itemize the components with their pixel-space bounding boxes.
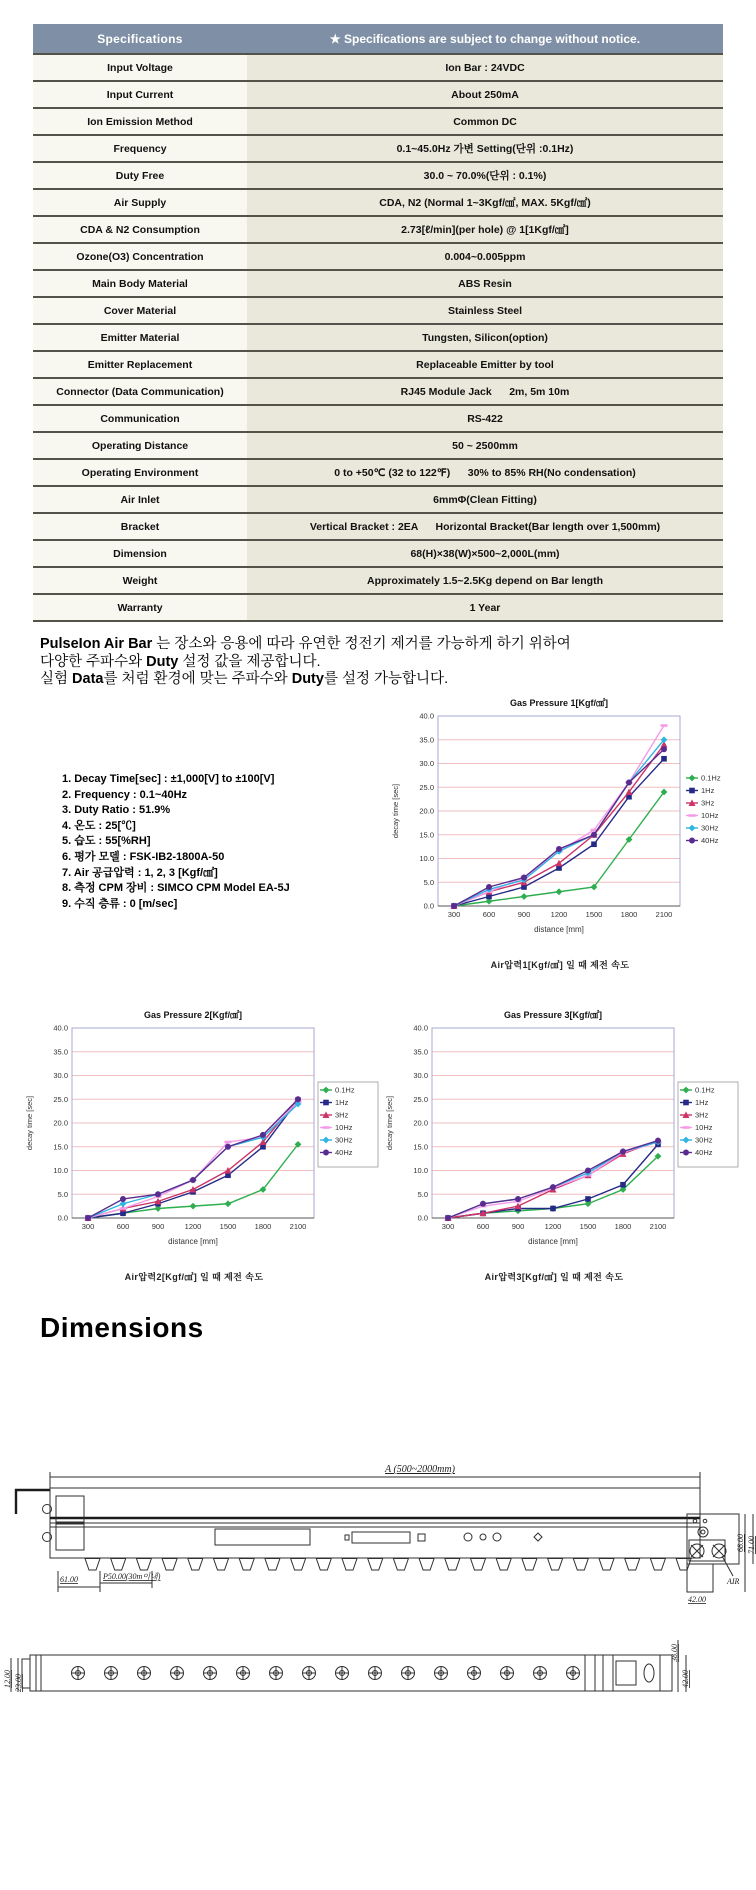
emitter-hole bbox=[567, 1667, 580, 1680]
data-point-marker bbox=[689, 814, 696, 817]
nozzle bbox=[471, 1559, 486, 1571]
y-axis-label: decay time [sec] bbox=[25, 1095, 34, 1151]
nozzle bbox=[85, 1559, 100, 1571]
data-point-marker bbox=[486, 884, 492, 890]
condition-item: 5. 습도 : 55[%RH] bbox=[62, 835, 151, 848]
nozzle bbox=[265, 1559, 280, 1571]
data-point-marker bbox=[620, 1149, 626, 1155]
dim-label-overall-length: A (500~2000mm) bbox=[385, 1464, 455, 1475]
description-line: 다양한 주파수와 Duty 설정 값을 제공합니다. bbox=[40, 653, 321, 670]
spec-row bbox=[33, 567, 723, 594]
legend-label: 40Hz bbox=[695, 1148, 713, 1157]
spec-value-cell: 68(H)×38(W)×500~2,000L(mm) bbox=[247, 540, 723, 567]
spec-row bbox=[33, 189, 723, 216]
spec-table bbox=[33, 24, 723, 622]
y-tick-label: 20.0 bbox=[413, 1118, 428, 1128]
data-point-marker bbox=[120, 1207, 127, 1210]
data-point-marker bbox=[585, 1168, 591, 1174]
spec-row bbox=[33, 162, 723, 189]
emitter-hole bbox=[369, 1667, 382, 1680]
emitter-hole bbox=[501, 1667, 514, 1680]
spec-row bbox=[33, 297, 723, 324]
spec-value-cell: RS-422 bbox=[247, 405, 723, 432]
spec-label-cell: Warranty bbox=[33, 594, 247, 621]
spec-row bbox=[33, 351, 723, 378]
data-point-marker bbox=[661, 724, 668, 727]
x-tick-label: 600 bbox=[482, 910, 496, 919]
spec-label-cell: Frequency bbox=[33, 135, 247, 162]
nozzle bbox=[111, 1559, 126, 1571]
spec-label-cell: Weight bbox=[33, 567, 247, 594]
spec-header-notice: ★ Specifications are subject to change without notice. bbox=[247, 24, 723, 54]
spec-row bbox=[33, 216, 723, 243]
x-tick-label: 1500 bbox=[579, 1222, 597, 1231]
data-point-marker bbox=[225, 1141, 232, 1144]
nozzle bbox=[599, 1559, 614, 1571]
chart-gas-pressure-3 bbox=[382, 1006, 742, 1283]
nozzle bbox=[291, 1559, 306, 1571]
legend-label: 0.1Hz bbox=[335, 1085, 355, 1095]
spec-row bbox=[33, 459, 723, 486]
y-tick-label: 5.0 bbox=[423, 877, 434, 887]
drawing-bottom-view bbox=[3, 1640, 690, 1692]
spec-value-cell: Common DC bbox=[247, 108, 723, 135]
y-tick-label: 30.0 bbox=[53, 1071, 68, 1080]
x-tick-label: 1800 bbox=[614, 1222, 632, 1231]
nozzle bbox=[650, 1559, 665, 1571]
spec-label-cell: Operating Environment bbox=[33, 459, 247, 486]
x-tick-label: 300 bbox=[447, 910, 461, 919]
chart-caption: Air압력1[Kgf/㎠] 일 때 제전 속도 bbox=[490, 960, 630, 970]
legend-label: 3Hz bbox=[701, 798, 715, 808]
legend-label: 3Hz bbox=[335, 1110, 349, 1120]
spec-header-title: Specifications bbox=[33, 24, 247, 54]
legend-label: 0.1Hz bbox=[701, 773, 721, 783]
nozzle bbox=[316, 1559, 331, 1571]
data-point-marker bbox=[585, 1196, 591, 1202]
x-tick-label: 1500 bbox=[219, 1222, 237, 1231]
spec-row bbox=[33, 594, 723, 621]
emitter-hole bbox=[303, 1667, 316, 1680]
spec-row bbox=[33, 108, 723, 135]
x-tick-label: 1800 bbox=[620, 910, 638, 919]
chart-svg bbox=[382, 1006, 742, 1262]
data-point-marker bbox=[323, 1100, 329, 1106]
spec-row bbox=[33, 378, 723, 405]
condition-item: 9. 수직 층류 : 0 [m/sec] bbox=[62, 897, 178, 910]
spec-value-cell: 1 Year bbox=[247, 594, 723, 621]
dim-label-pitch-p50: P50.00(30m이내) bbox=[103, 1572, 161, 1581]
nozzle bbox=[162, 1559, 177, 1571]
spec-label-cell: Ion Emission Method bbox=[33, 108, 247, 135]
emitter-hole bbox=[534, 1667, 547, 1680]
spec-label-cell: Emitter Replacement bbox=[33, 351, 247, 378]
data-point-marker bbox=[120, 1196, 126, 1202]
condition-item: 3. Duty Ratio : 51.9% bbox=[62, 804, 171, 817]
data-point-marker bbox=[661, 756, 667, 762]
data-point-marker bbox=[626, 780, 632, 786]
emitter-hole bbox=[402, 1667, 415, 1680]
spec-label-cell: Bracket bbox=[33, 513, 247, 540]
nozzle bbox=[136, 1559, 151, 1571]
data-point-marker bbox=[445, 1215, 451, 1221]
data-point-marker bbox=[190, 1177, 196, 1183]
data-point-marker bbox=[323, 1126, 330, 1129]
dim-label-68: 68.00 bbox=[736, 1534, 745, 1552]
spec-value-cell: Stainless Steel bbox=[247, 297, 723, 324]
data-point-marker bbox=[550, 1184, 556, 1190]
x-tick-label: 1200 bbox=[544, 1222, 562, 1231]
spec-label-cell: Input Voltage bbox=[33, 54, 247, 81]
dim-label-23: 23.00 bbox=[14, 1674, 23, 1692]
emitter-hole bbox=[204, 1667, 217, 1680]
y-tick-label: 35.0 bbox=[53, 1047, 68, 1057]
x-tick-label: 2100 bbox=[655, 910, 673, 919]
condition-item: 6. 평가 모델 : FSK-IB2-1800A-50 bbox=[62, 850, 225, 863]
spec-row bbox=[33, 81, 723, 108]
chart-svg bbox=[22, 1006, 382, 1262]
y-axis-label: decay time [sec] bbox=[391, 783, 400, 839]
data-point-marker bbox=[323, 1150, 329, 1156]
y-tick-label: 30.0 bbox=[419, 759, 434, 768]
x-axis-label: distance [mm] bbox=[534, 925, 584, 934]
drawing-top-view bbox=[16, 1464, 700, 1592]
legend-label: 1Hz bbox=[701, 786, 715, 795]
y-tick-label: 30.0 bbox=[413, 1071, 428, 1080]
x-tick-label: 2100 bbox=[649, 1222, 667, 1231]
data-point-marker bbox=[683, 1100, 689, 1106]
nozzle bbox=[239, 1559, 254, 1571]
spec-row bbox=[33, 405, 723, 432]
y-axis-label: decay time [sec] bbox=[385, 1095, 394, 1151]
x-tick-label: 600 bbox=[476, 1222, 490, 1231]
condition-item: 4. 온도 : 25[℃] bbox=[62, 819, 136, 832]
emitter-hole bbox=[72, 1667, 85, 1680]
nozzle bbox=[342, 1559, 357, 1571]
y-tick-label: 25.0 bbox=[419, 782, 434, 792]
spec-value-cell: 2.73[ℓ/min](per hole) @ 1[1Kgf/㎠] bbox=[247, 216, 723, 243]
legend-label: 30Hz bbox=[695, 1135, 713, 1145]
spec-value-cell: 50 ~ 2500mm bbox=[247, 432, 723, 459]
spec-label-cell: CDA & N2 Consumption bbox=[33, 216, 247, 243]
x-tick-label: 2100 bbox=[289, 1222, 307, 1231]
x-tick-label: 300 bbox=[81, 1222, 95, 1231]
data-point-marker bbox=[550, 1206, 556, 1212]
data-point-marker bbox=[689, 775, 696, 782]
chart-title: Gas Pressure 1[Kgf/㎠] bbox=[509, 698, 609, 708]
legend-label: 10Hz bbox=[695, 1123, 713, 1132]
y-tick-label: 10.0 bbox=[53, 1166, 68, 1175]
nozzle bbox=[573, 1559, 588, 1571]
nozzle bbox=[214, 1559, 229, 1571]
y-tick-label: 15.0 bbox=[419, 830, 434, 840]
description-line: PulseIon Air Bar 는 장소와 응용에 따라 유연한 정전기 제거를 가능하게 하기 위하여 bbox=[40, 636, 571, 652]
nozzle bbox=[368, 1559, 383, 1571]
y-tick-label: 0.0 bbox=[423, 901, 434, 911]
spec-label-cell: Emitter Material bbox=[33, 324, 247, 351]
spec-row bbox=[33, 54, 723, 81]
spec-value-cell: 0.1~45.0Hz 가변 Setting(단위 :0.1Hz) bbox=[247, 135, 723, 162]
spec-value-cell: CDA, N2 (Normal 1~3Kgf/㎠, MAX. 5Kgf/㎠) bbox=[247, 189, 723, 216]
spec-label-cell: Air Supply bbox=[33, 189, 247, 216]
chart-gas-pressure-1 bbox=[388, 694, 748, 971]
y-tick-label: 10.0 bbox=[413, 1166, 428, 1175]
dimensions-heading: Dimensions bbox=[40, 1312, 204, 1343]
chart-legend bbox=[686, 774, 721, 846]
nozzle bbox=[625, 1559, 640, 1571]
spec-label-cell: Operating Distance bbox=[33, 432, 247, 459]
spec-row bbox=[33, 540, 723, 567]
data-point-marker bbox=[689, 788, 695, 794]
condition-item: 1. Decay Time[sec] : ±1,000[V] to ±100[V] bbox=[62, 773, 275, 785]
spec-value-cell: Approximately 1.5~2.5Kg depend on Bar length bbox=[247, 567, 723, 594]
product-description bbox=[40, 636, 720, 689]
nozzle bbox=[445, 1559, 460, 1571]
y-tick-label: 5.0 bbox=[57, 1189, 68, 1199]
data-point-marker bbox=[591, 841, 597, 847]
spec-row bbox=[33, 513, 723, 540]
dimension-drawing bbox=[0, 1430, 756, 1890]
chart-legend bbox=[318, 1082, 378, 1167]
data-point-marker bbox=[521, 875, 527, 881]
y-tick-label: 5.0 bbox=[417, 1189, 428, 1199]
emitter-hole bbox=[435, 1667, 448, 1680]
spec-label-cell: Dimension bbox=[33, 540, 247, 567]
emitter-hole bbox=[270, 1667, 283, 1680]
spec-value-cell: Tungsten, Silicon(option) bbox=[247, 324, 723, 351]
test-conditions-list bbox=[62, 772, 290, 912]
spec-value-cell: 6mmΦ(Clean Fitting) bbox=[247, 486, 723, 513]
x-tick-label: 1200 bbox=[550, 910, 568, 919]
chart-title: Gas Pressure 2[Kgf/㎠] bbox=[143, 1010, 243, 1020]
data-point-marker bbox=[683, 1126, 690, 1129]
spec-label-cell: Cover Material bbox=[33, 297, 247, 324]
legend-label: 30Hz bbox=[701, 823, 719, 833]
emitter-hole bbox=[105, 1667, 118, 1680]
spec-header-row bbox=[33, 24, 723, 54]
y-tick-label: 15.0 bbox=[413, 1142, 428, 1152]
legend-label: 40Hz bbox=[701, 836, 719, 845]
chart-caption: Air압력2[Kgf/㎠] 일 때 제전 속도 bbox=[124, 1272, 264, 1282]
spec-value-cell: 30.0 ~ 70.0%(단위 : 0.1%) bbox=[247, 162, 723, 189]
x-tick-label: 1500 bbox=[585, 910, 603, 919]
data-point-marker bbox=[295, 1096, 301, 1102]
y-tick-label: 10.0 bbox=[419, 854, 434, 863]
emitter-hole bbox=[336, 1667, 349, 1680]
dim-label-38: 38.00 bbox=[670, 1644, 679, 1662]
spec-row bbox=[33, 243, 723, 270]
spec-label-cell: Main Body Material bbox=[33, 270, 247, 297]
spec-value-cell: ABS Resin bbox=[247, 270, 723, 297]
x-tick-label: 900 bbox=[517, 910, 531, 919]
y-tick-label: 20.0 bbox=[419, 806, 434, 816]
y-tick-label: 20.0 bbox=[53, 1118, 68, 1128]
y-tick-label: 25.0 bbox=[53, 1094, 68, 1104]
data-point-marker bbox=[155, 1191, 161, 1197]
y-tick-label: 40.0 bbox=[419, 711, 434, 721]
y-tick-label: 0.0 bbox=[417, 1213, 428, 1223]
x-axis-label: distance [mm] bbox=[528, 1237, 578, 1246]
data-point-marker bbox=[620, 1182, 626, 1188]
condition-item: 2. Frequency : 0.1~40Hz bbox=[62, 788, 188, 801]
data-point-marker bbox=[683, 1150, 689, 1156]
spec-label-cell: Duty Free bbox=[33, 162, 247, 189]
condition-item: 8. 측정 CPM 장비 : SIMCO CPM Model EA-5J bbox=[62, 882, 290, 895]
legend-label: 1Hz bbox=[695, 1098, 709, 1107]
spec-value-cell: RJ45 Module Jack 2m, 5m 10m bbox=[247, 378, 723, 405]
spec-value-cell: Ion Bar : 24VDC bbox=[247, 54, 723, 81]
data-point-marker bbox=[451, 903, 457, 909]
legend-label: 10Hz bbox=[701, 811, 719, 820]
data-point-marker bbox=[480, 1201, 486, 1207]
emitter-hole bbox=[138, 1667, 151, 1680]
spec-label-cell: Communication bbox=[33, 405, 247, 432]
emitter-hole bbox=[237, 1667, 250, 1680]
chart-svg bbox=[388, 694, 748, 950]
nozzle bbox=[188, 1559, 203, 1571]
data-point-marker bbox=[85, 1215, 91, 1221]
legend-label: 1Hz bbox=[335, 1098, 349, 1107]
x-axis-label: distance [mm] bbox=[168, 1237, 218, 1246]
x-tick-label: 1200 bbox=[184, 1222, 202, 1231]
y-tick-label: 40.0 bbox=[53, 1023, 68, 1033]
spec-label-cell: Air Inlet bbox=[33, 486, 247, 513]
x-tick-label: 1800 bbox=[254, 1222, 272, 1231]
legend-label: 0.1Hz bbox=[695, 1085, 715, 1095]
y-tick-label: 25.0 bbox=[413, 1094, 428, 1104]
data-point-marker bbox=[689, 838, 695, 844]
data-point-marker bbox=[591, 832, 597, 838]
chart-gas-pressure-2 bbox=[22, 1006, 382, 1283]
y-tick-label: 0.0 bbox=[57, 1213, 68, 1223]
spec-value-cell: Replaceable Emitter by tool bbox=[247, 351, 723, 378]
y-tick-label: 35.0 bbox=[413, 1047, 428, 1057]
emitter-hole bbox=[171, 1667, 184, 1680]
x-tick-label: 300 bbox=[441, 1222, 455, 1231]
y-tick-label: 15.0 bbox=[53, 1142, 68, 1152]
nozzle bbox=[393, 1559, 408, 1571]
spec-row bbox=[33, 135, 723, 162]
spec-row bbox=[33, 432, 723, 459]
dim-label-42-endview: 42.00 bbox=[688, 1595, 706, 1604]
data-point-marker bbox=[661, 746, 667, 752]
legend-label: 40Hz bbox=[335, 1148, 353, 1157]
spec-value-cell: 0 to +50℃ (32 to 122℉) 30% to 85% RH(No condensation) bbox=[247, 459, 723, 486]
dim-label-61: 61.00 bbox=[60, 1575, 78, 1584]
spec-value-cell: 0.004~0.005ppm bbox=[247, 243, 723, 270]
spec-row bbox=[33, 270, 723, 297]
data-point-marker bbox=[260, 1132, 266, 1138]
data-point-marker bbox=[655, 1138, 661, 1144]
x-tick-label: 600 bbox=[116, 1222, 130, 1231]
dim-label-12: 12.00 bbox=[3, 1670, 12, 1688]
legend-label: 30Hz bbox=[335, 1135, 353, 1145]
air-leader-label: AIR bbox=[727, 1577, 740, 1586]
spec-row bbox=[33, 486, 723, 513]
data-point-marker bbox=[689, 825, 696, 832]
dim-label-42-bottom: 42.00 bbox=[681, 1670, 690, 1688]
chart-legend bbox=[678, 1082, 738, 1167]
spec-value-cell: About 250mA bbox=[247, 81, 723, 108]
nozzle bbox=[419, 1559, 434, 1571]
legend-label: 3Hz bbox=[695, 1110, 709, 1120]
dim-label-71: 71.00 bbox=[747, 1536, 756, 1554]
data-point-marker bbox=[515, 1196, 521, 1202]
spec-row bbox=[33, 324, 723, 351]
chart-title: Gas Pressure 3[Kgf/㎠] bbox=[503, 1010, 603, 1020]
spec-label-cell: Connector (Data Communication) bbox=[33, 378, 247, 405]
description-line: 실험 Data를 처럼 환경에 맞는 주파수와 Duty를 설정 가능합니다. bbox=[40, 671, 449, 687]
spec-label-cell: Ozone(O3) Concentration bbox=[33, 243, 247, 270]
emitter-hole bbox=[468, 1667, 481, 1680]
x-tick-label: 900 bbox=[151, 1222, 165, 1231]
nozzle bbox=[548, 1559, 563, 1571]
x-tick-label: 900 bbox=[511, 1222, 525, 1231]
spec-value-cell: Vertical Bracket : 2EA Horizontal Bracket(Bar length over 1,500mm) bbox=[247, 513, 723, 540]
legend-label: 10Hz bbox=[335, 1123, 353, 1132]
condition-item: 7. Air 공급압력 : 1, 2, 3 [Kgf/㎠] bbox=[62, 866, 218, 879]
y-tick-label: 35.0 bbox=[419, 735, 434, 745]
data-point-marker bbox=[225, 1144, 231, 1150]
chart-caption: Air압력3[Kgf/㎠] 일 때 제전 속도 bbox=[484, 1272, 624, 1282]
y-tick-label: 40.0 bbox=[413, 1023, 428, 1033]
data-point-marker bbox=[556, 846, 562, 852]
nozzle bbox=[496, 1559, 511, 1571]
nozzle bbox=[522, 1559, 537, 1571]
spec-label-cell: Input Current bbox=[33, 81, 247, 108]
